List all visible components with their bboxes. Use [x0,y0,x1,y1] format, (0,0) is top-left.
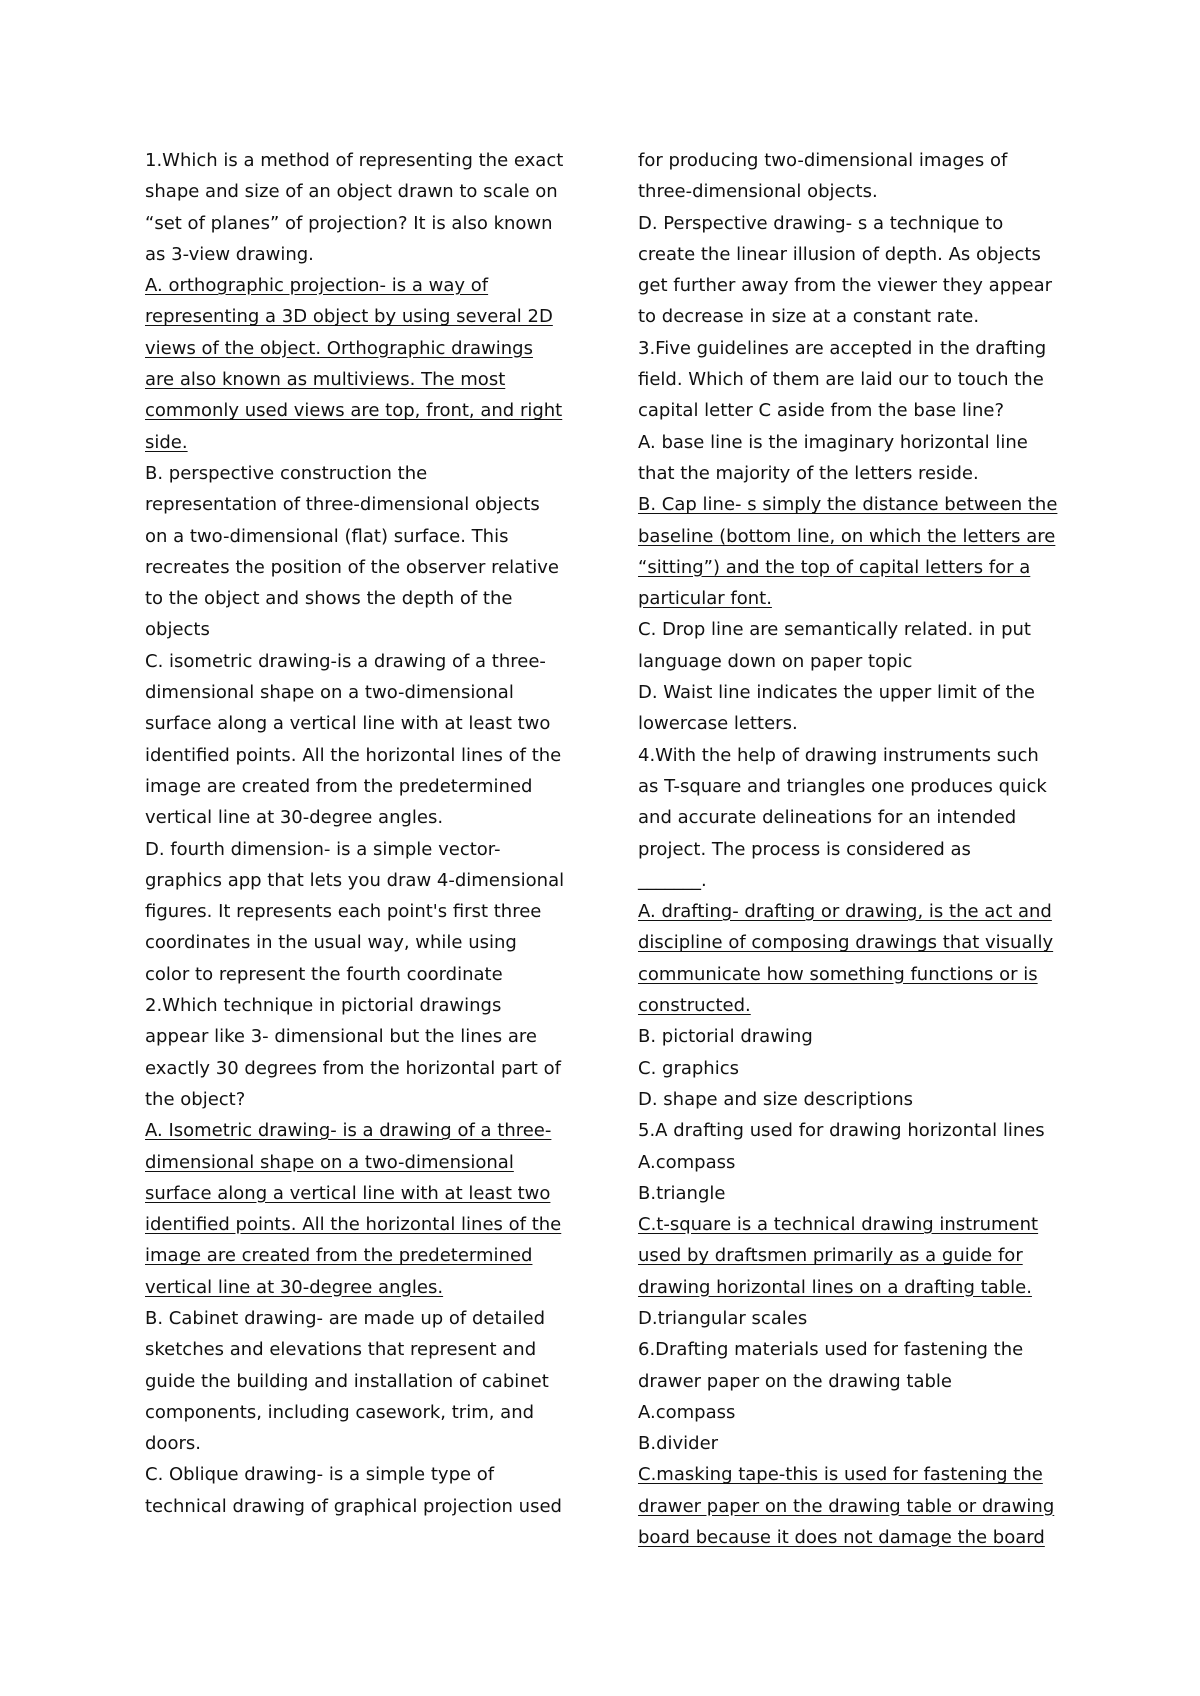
text-line: color to represent the fourth coordinate [145,963,503,985]
text-line: on a two-dimensional (flat) surface. This [145,525,509,547]
text-line: board because it does not damage the board [638,1527,1045,1549]
text-line: three-dimensional objects. [638,181,878,203]
text-line: vertical line at 30-degree angles. [145,1276,444,1298]
text-line: C.t-square is a technical drawing instrument [638,1214,1039,1236]
text-line: B.triangle [638,1182,726,1204]
text-line: D. shape and size descriptions [638,1088,914,1110]
text-line: B. perspective construction the [145,462,428,484]
text-line: surface along a vertical line with at least two [145,1182,551,1204]
text-line: doors. [145,1433,201,1455]
text-line: drawer paper on the drawing table or drawing [638,1495,1055,1517]
text-line: guide the building and installation of cabinet [145,1370,549,1392]
text-line: coordinates in the usual way, while using [145,932,517,954]
text-line: that the majority of the letters reside. [638,462,979,484]
text-line: “set of planes” of projection? It is also known [145,212,553,234]
text-line: views of the object. Orthographic drawings [145,337,533,359]
text-line: representation of three-dimensional objects [145,494,540,516]
text-line: 6.Drafting materials used for fastening the [638,1339,1024,1361]
text-line: A.compass [638,1401,736,1423]
text-line: technical drawing of graphical projection used [145,1495,562,1517]
left-column [145,145,575,1522]
text-line: C. Oblique drawing- is a simple type of [145,1464,495,1486]
text-line: B.divider [638,1433,719,1455]
text-line: “sitting”) and the top of capital letters for a [638,556,1031,578]
text-line: language down on paper topic [638,650,913,672]
text-line: exactly 30 degrees from the horizontal part of [145,1057,561,1079]
text-line: _______. [638,869,707,891]
text-line: 2.Which technique in pictorial drawings [145,995,502,1017]
text-line: commonly used views are top, front, and right [145,400,563,422]
text-line: field. Which of them are laid our to touch the [638,369,1044,391]
text-line: to decrease in size at a constant rate. [638,306,980,328]
text-line: representing a 3D object by using several 2D [145,306,553,328]
text-line: dimensional shape on a two-dimensional [145,1151,514,1173]
text-line: image are created from the predetermined [145,775,533,797]
text-line: C. isometric drawing-is a drawing of a three- [145,650,546,672]
text-line: are also known as multiviews. The most [145,369,506,391]
text-line: used by draftsmen primarily as a guide for [638,1245,1023,1267]
text-line: components, including casework, trim, and [145,1401,535,1423]
text-line: and accurate delineations for an intended [638,807,1017,829]
text-line: objects [145,619,210,641]
text-line: A. orthographic projection- is a way of [145,275,489,297]
text-line: C. Drop line are semantically related. in put [638,619,1031,641]
text-line: figures. It represents each point's first three [145,901,542,923]
text-line: as 3-view drawing. [145,243,314,265]
text-line: lowercase letters. [638,713,798,735]
text-line: A.compass [638,1151,736,1173]
text-line: drawing horizontal lines on a drafting table. [638,1276,1032,1298]
text-line: image are created from the predetermined [145,1245,533,1267]
text-line: constructed. [638,995,751,1017]
text-line: identified points. All the horizontal lines of the [145,1214,562,1236]
text-line: sketches and elevations that represent and [145,1339,537,1361]
text-line: C. graphics [638,1057,739,1079]
text-line: D.triangular scales [638,1307,808,1329]
text-line: dimensional shape on a two-dimensional [145,682,514,704]
text-line: A. drafting- drafting or drawing, is the act and [638,901,1052,923]
text-line: appear like 3- dimensional but the lines are [145,1026,537,1048]
text-line: create the linear illusion of depth. As objects [638,243,1041,265]
right-column [638,145,1078,1553]
text-line: A. Isometric drawing- is a drawing of a three- [145,1120,552,1142]
text-line: baseline (bottom line, on which the letters are [638,525,1056,547]
text-line: for producing two-dimensional images of [638,150,1008,171]
text-line: 1.Which is a method of representing the exact [145,150,564,171]
text-line: 5.A drafting used for drawing horizontal lines [638,1120,1045,1142]
text-line: drawer paper on the drawing table [638,1370,952,1392]
text-line: side. [145,431,188,453]
text-line: recreates the position of the observer relative [145,556,559,578]
text-line: the object? [145,1088,246,1110]
text-line: get further away from the viewer they appear [638,275,1053,297]
text-line: D. fourth dimension- is a simple vector- [145,838,501,860]
text-line: shape and size of an object drawn to scale on [145,181,558,203]
text-line: 3.Five guidelines are accepted in the drafting [638,337,1047,359]
text-line: B. Cabinet drawing- are made up of detailed [145,1307,546,1329]
text-line: B. pictorial drawing [638,1026,813,1048]
text-line: identified points. All the horizontal lines of the [145,744,562,766]
text-line: A. base line is the imaginary horizontal line [638,431,1028,453]
text-line: particular font. [638,588,772,610]
text-line: to the object and shows the depth of the [145,588,513,610]
text-line: D. Perspective drawing- s a technique to [638,212,1004,234]
text-line: vertical line at 30-degree angles. [145,807,444,829]
text-line: project. The process is considered as [638,838,971,860]
text-line: B. Cap line- s simply the distance between the [638,494,1058,516]
text-line: surface along a vertical line with at least two [145,713,551,735]
text-line: C.masking tape-this is used for fastening the [638,1464,1043,1486]
text-line: graphics app that lets you draw 4-dimensional [145,869,565,891]
text-line: 4.With the help of drawing instruments such [638,744,1039,766]
text-line: as T-square and triangles one produces quick [638,775,1047,797]
text-line: capital letter C aside from the base line? [638,400,1005,422]
text-line: D. Waist line indicates the upper limit of the [638,682,1035,704]
text-line: discipline of composing drawings that visually [638,932,1054,954]
text-line: communicate how something functions or is [638,963,1038,985]
